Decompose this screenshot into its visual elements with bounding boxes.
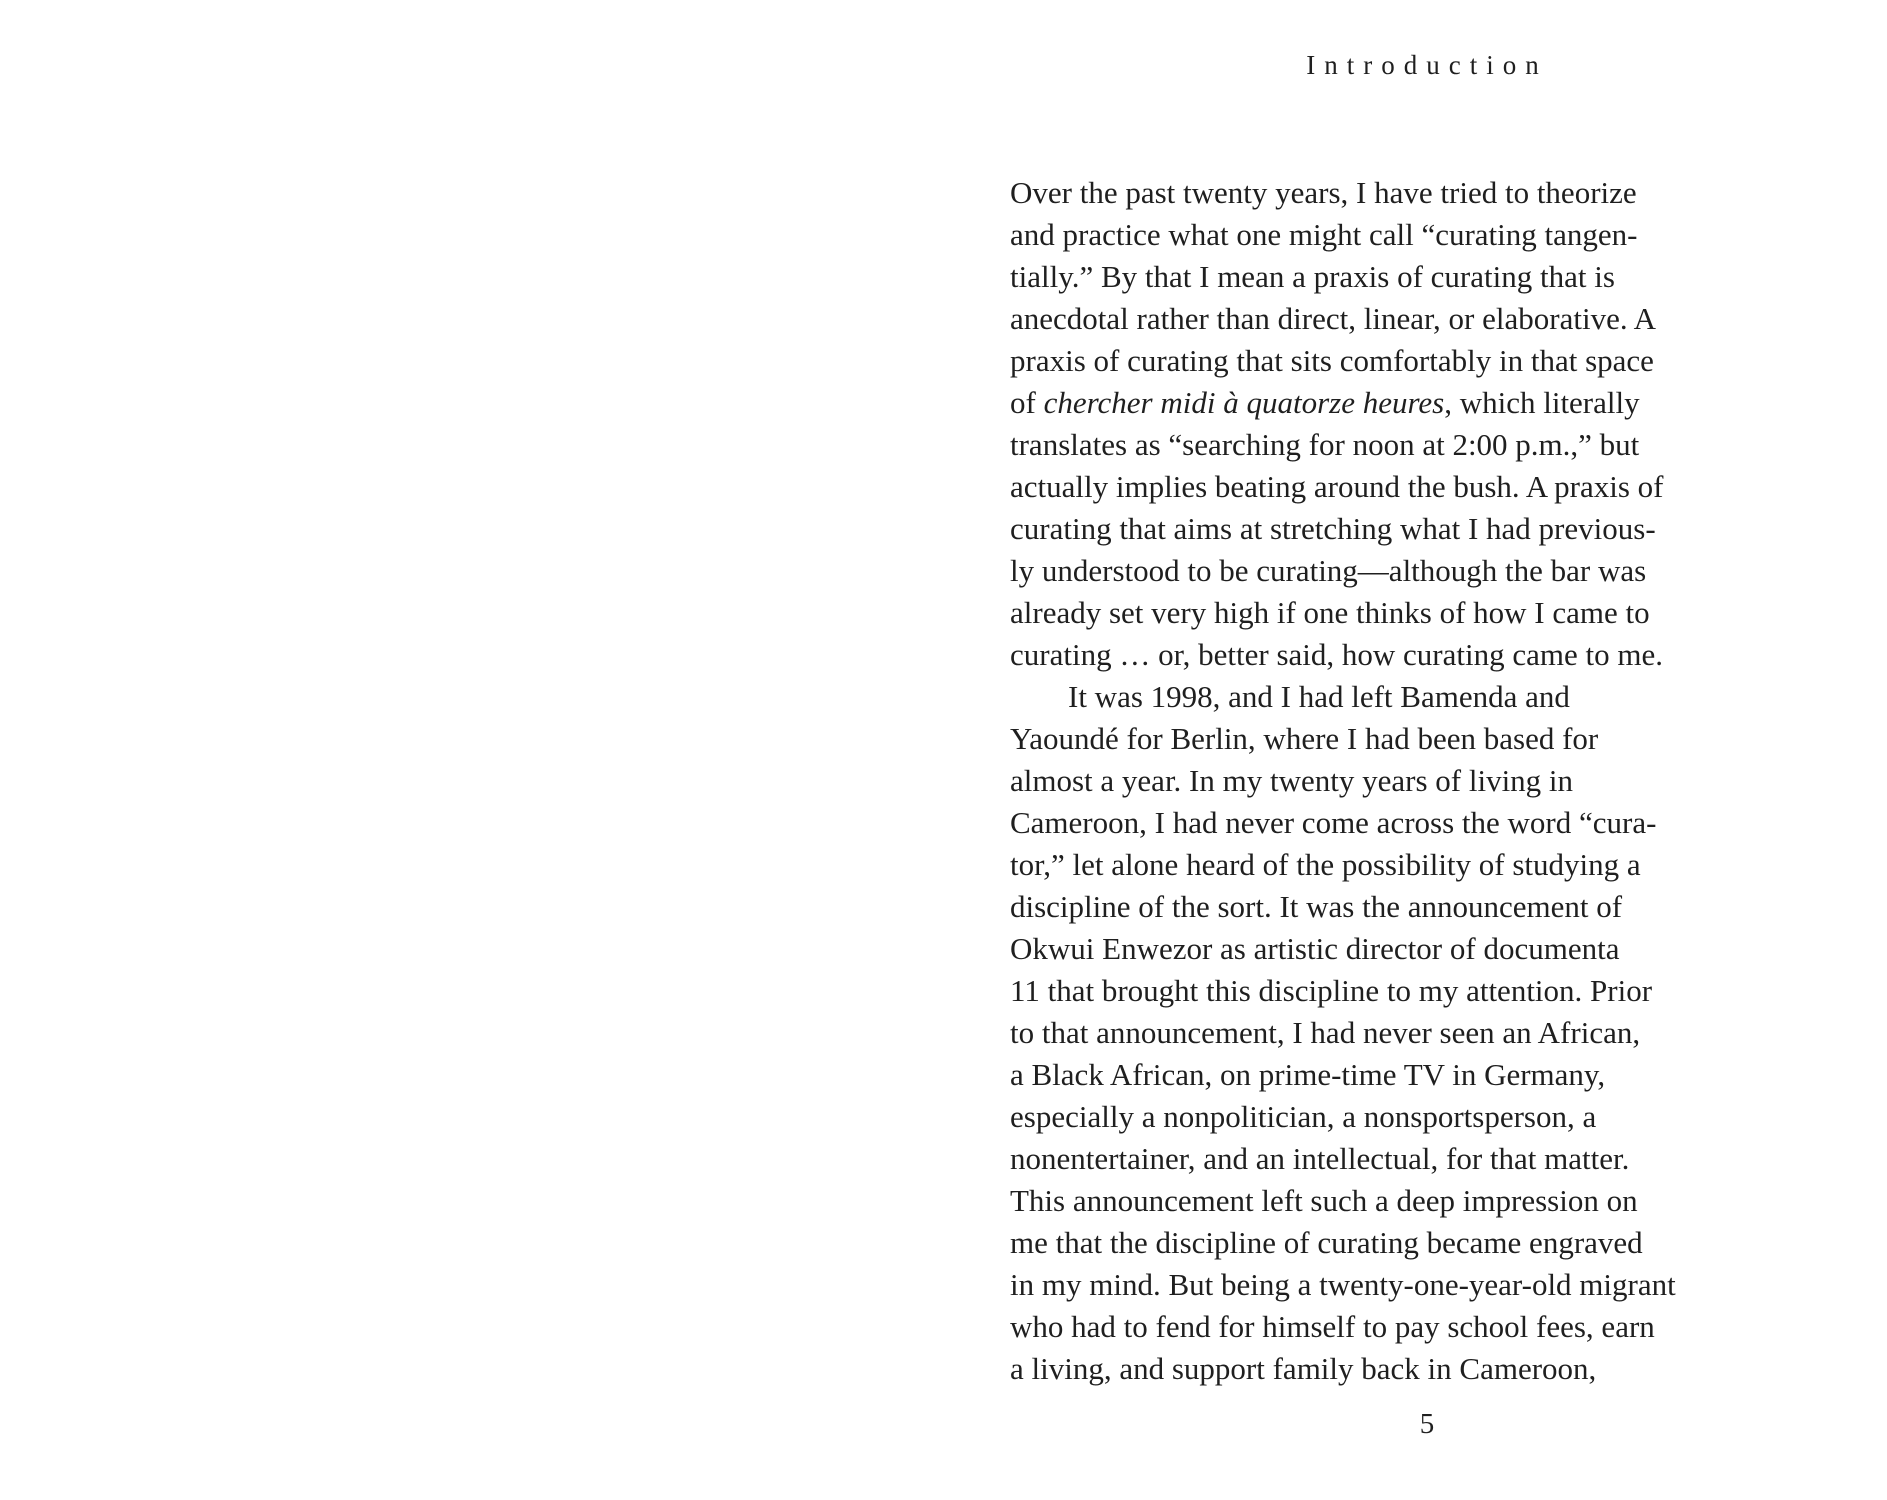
text-run: to that announcement, I had never seen an African, <box>1010 1015 1641 1050</box>
text-run: discipline of the sort. It was the announcement of <box>1010 889 1623 924</box>
text-run: tor,” let alone heard of the possibility of studying a <box>1010 847 1641 882</box>
page-number: 5 <box>1419 1408 1435 1440</box>
text-line <box>1010 256 1844 298</box>
text-run: ly understood to be curating—although the bar was <box>1010 553 1647 588</box>
text-run: Yaoundé for Berlin, where I had been based for <box>1010 721 1599 756</box>
text-run: me that the discipline of curating became engraved <box>1010 1225 1643 1260</box>
text-run: curating that aims at stretching what I had previous- <box>1010 511 1656 546</box>
text-run: , which literally <box>1444 385 1640 420</box>
text-run: and practice what one might call “curating tangen- <box>1010 217 1638 252</box>
text-run: a Black African, on prime-time TV in Germany, <box>1010 1057 1606 1092</box>
text-run: of <box>1010 385 1044 420</box>
text-run: tially.” By that I mean a praxis of curating that is <box>1010 259 1615 294</box>
text-run: a living, and support family back in Cameroon, <box>1010 1351 1597 1386</box>
text-run: almost a year. In my twenty years of living in <box>1010 763 1574 798</box>
text-run: Cameroon, I had never come across the word “cura- <box>1010 805 1657 840</box>
italic-phrase: chercher midi à quatorze heures <box>1043 385 1445 420</box>
text-line <box>1010 1222 1844 1264</box>
text-line <box>1010 424 1844 466</box>
text-line <box>1010 172 1844 214</box>
text-run: anecdotal rather than direct, linear, or elaborative. A <box>1010 301 1657 336</box>
text-line <box>1010 1306 1844 1348</box>
text-line <box>1010 886 1844 928</box>
text-run: praxis of curating that sits comfortably in that space <box>1010 343 1654 378</box>
text-run: This announcement left such a deep impression on <box>1010 1183 1638 1218</box>
chapter-running-head: Introduction <box>1306 50 1548 80</box>
text-line <box>1010 1054 1844 1096</box>
text-run: in my mind. But being a twenty-one-year-old migrant <box>1010 1267 1676 1302</box>
text-line <box>1010 1180 1844 1222</box>
text-line <box>1010 718 1844 760</box>
text-line <box>1010 214 1844 256</box>
text-line <box>1010 298 1844 340</box>
text-line <box>1010 550 1844 592</box>
text-line <box>1010 634 1844 676</box>
text-run: It was 1998, and I had left Bamenda and <box>1068 679 1570 714</box>
text-run: especially a nonpolitician, a nonsportsperson, a <box>1010 1099 1597 1134</box>
text-run: already set very high if one thinks of how I came to <box>1010 595 1650 630</box>
text-run: nonentertainer, and an intellectual, for that matter. <box>1010 1141 1630 1176</box>
text-line <box>1010 1348 1844 1390</box>
text-line <box>1010 844 1844 886</box>
text-line <box>1010 928 1844 970</box>
text-line <box>1010 970 1844 1012</box>
text-line <box>1010 1138 1844 1180</box>
text-line <box>1010 508 1844 550</box>
text-line <box>1010 340 1844 382</box>
text-run: curating … or, better said, how curating came to me. <box>1010 637 1663 672</box>
text-line <box>1010 592 1844 634</box>
text-run: who had to fend for himself to pay school fees, earn <box>1010 1309 1655 1344</box>
text-run: actually implies beating around the bush. A praxis of <box>1010 469 1664 504</box>
text-run: Okwui Enwezor as artistic director of documenta <box>1010 931 1620 966</box>
text-line <box>1010 1264 1844 1306</box>
text-line <box>1010 382 1844 424</box>
text-run: 11 that brought this discipline to my attention. Prior <box>1010 973 1653 1008</box>
text-run: Over the past twenty years, I have tried to theorize <box>1010 175 1637 210</box>
text-run: translates as “searching for noon at 2:00 p.m.,” but <box>1010 427 1640 462</box>
text-line <box>1010 1096 1844 1138</box>
text-line <box>1010 760 1844 802</box>
text-line <box>1010 466 1844 508</box>
body-text <box>1010 172 1844 1390</box>
text-line <box>1010 1012 1844 1054</box>
text-line <box>1010 676 1844 718</box>
text-line <box>1010 802 1844 844</box>
